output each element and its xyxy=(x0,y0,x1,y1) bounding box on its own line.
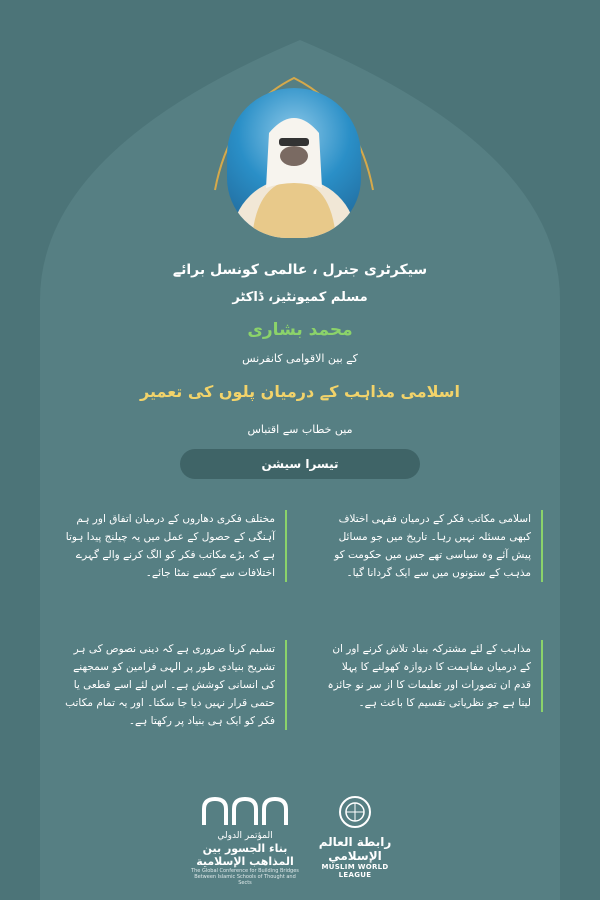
header-line-4: میں خطاب سے اقتباس xyxy=(247,423,353,436)
quote-3: مذاہب کے لئے مشترکہ بنیاد تلاش کرنے اور ان کے درمیان مفاہمت کا دروازہ کھولنے کا پہلا قدم ان تصورات اور تعلیمات کا از سر نو جائزہ لینا ہے جو نظریاتی تقسیم کا باعث ہے۔ xyxy=(326,640,543,712)
conference-logo-english-text: The Global Conference for Building Bridges Between Islamic Schools of Thought and Sects xyxy=(191,868,299,886)
quote-4: تسلیم کرنا ضروری ہے کہ دینی نصوص کی ہر تشریح بنیادی طور پر الہی فرامین کو سمجھنے کی انسانی کوشش ہے۔ اس لئے اسے قطعی یا حتمی قرار نہیں دیا جا سکتا۔ اور یہ تمام مکاتب فکر کو ایک ہی بنیاد پر رکھتا ہے۔ xyxy=(60,640,287,730)
bridge-arches-icon xyxy=(200,795,290,827)
quote-1: اسلامی مکاتب فکر کے درمیان فقہی اختلاف کبھی مسئلہ نہیں رہا۔ تاریخ میں جو مسائل پیش آئے وہ سیاسی تھے جس میں حکومت کو مذہب کے ستونوں میں سے ایک گردانا گیا۔ xyxy=(326,510,543,582)
mwl-logo xyxy=(305,795,405,895)
header-line-2: مسلم کمیونٹیز، ڈاکٹر xyxy=(232,290,368,305)
conference-title: اسلامی مذاہب کے درمیان پلوں کی تعمیر xyxy=(140,382,460,401)
session-badge: تیسرا سیشن xyxy=(180,449,420,479)
speaker-photo xyxy=(227,88,361,238)
mwl-english-name: MUSLIM WORLD LEAGUE xyxy=(321,863,389,879)
speaker-name: محمد بشاری xyxy=(247,320,353,340)
conference-logo-main-text: بناء الجسور بين المذاهب الإسلامية xyxy=(196,842,294,868)
footer-logos xyxy=(0,795,600,900)
mwl-arabic-name: رابطة العالم الإسلامي xyxy=(318,835,392,863)
header-line-1: سیکرٹری جنرل ، عالمی کونسل برائے xyxy=(172,262,428,278)
mwl-emblem-icon xyxy=(338,795,372,829)
quote-2: مختلف فکری دھاروں کے درمیان اتفاق اور ہم آہنگی کے حصول کے عمل میں یہ چیلنج پیدا ہوتا ہے کہ بڑے مکاتب فکر کو الگ کرنے والے گہرے اختلافات سے کیسے نمٹا جائے۔ xyxy=(60,510,287,582)
header-line-3: کے بین الاقوامی کانفرنس xyxy=(242,352,358,365)
conference-logo xyxy=(190,795,300,895)
conference-logo-small-text: المؤتمر الدولي xyxy=(217,831,273,841)
